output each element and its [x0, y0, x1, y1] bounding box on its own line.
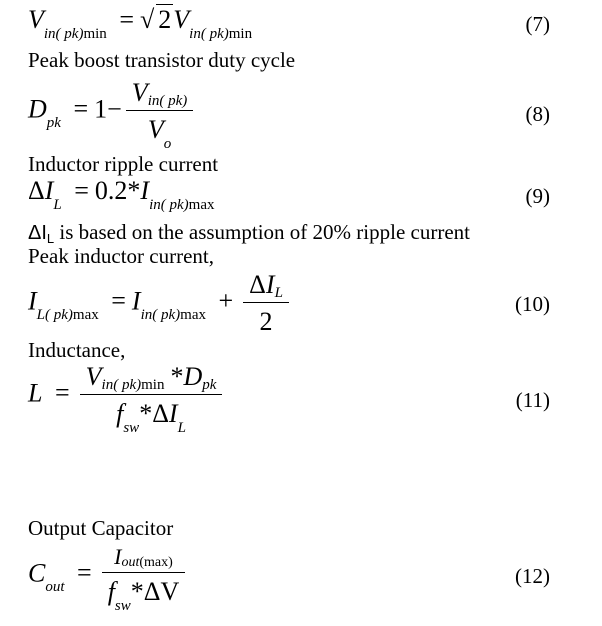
eq11-num-star: * — [170, 362, 184, 391]
eq12-equals: = — [77, 558, 92, 588]
eq8-den-sub: o — [163, 136, 172, 152]
eq7-number: (7) — [525, 12, 550, 36]
eq8-num-sub: in( pk) — [147, 93, 188, 109]
eq7-rhs-var: V — [173, 5, 190, 34]
eq12-num-sub: out — [121, 555, 140, 570]
delta-note-sub: L — [46, 231, 55, 246]
eq10-frac-sub: L — [274, 285, 283, 301]
eq8-equals: = — [73, 94, 89, 124]
text-peak-inductor: Peak inductor current, — [28, 244, 215, 268]
eq12-lhs-sub: out — [45, 579, 65, 596]
eq9-delta: Δ — [28, 176, 45, 205]
eq11-number: (11) — [515, 388, 550, 412]
eq11-num-sub: in( pk) — [101, 377, 142, 393]
text-peak-boost: Peak boost transistor duty cycle — [28, 48, 296, 72]
eq12-lhs-var: C — [28, 558, 46, 588]
eq7-rhs-sub-tail: min — [228, 26, 253, 42]
eq10-fraction — [243, 270, 289, 337]
eq8-minus: − — [107, 94, 122, 124]
equation-9 — [28, 176, 215, 213]
eq11-den-star: * — [139, 399, 153, 428]
eq10-rhs-sub-tail: max — [180, 307, 206, 324]
equation-10 — [28, 270, 293, 337]
eq10-lhs-var: I — [28, 286, 37, 316]
eq10-lhs-sub-tail: max — [72, 307, 99, 324]
eq12-den-sub: sw — [114, 598, 131, 614]
eq8-lhs-sub: pk — [46, 115, 61, 132]
eq12-num-var: I — [114, 544, 122, 569]
eq9-coef: 0.2 — [94, 176, 128, 205]
eq8-lhs-var: D — [28, 94, 47, 124]
eq11-lhs-var: L — [28, 378, 43, 408]
eq9-rhs-sub: in( pk) — [149, 197, 189, 213]
eq8-den-var: V — [147, 115, 164, 144]
eq10-rhs-var: I — [131, 286, 141, 316]
eq10-rhs-sub: in( pk) — [140, 307, 181, 324]
eq9-star: * — [127, 176, 141, 205]
eq7-lhs-sub: in( pk) — [43, 26, 84, 42]
eq9-rhs-var: I — [140, 176, 150, 205]
eq9-lhs-var: I — [44, 176, 54, 205]
eq7-rhs-sub: in( pk) — [189, 26, 229, 42]
eq8-number: (8) — [525, 102, 550, 126]
eq11-den-delta: Δ — [152, 399, 169, 428]
text-inductance: Inductance, — [28, 338, 126, 362]
eq7-lhs-var: V — [28, 5, 44, 34]
delta-note-prefix: ΔI — [28, 222, 47, 244]
eq12-fraction — [102, 544, 186, 614]
eq10-frac-den: 2 — [259, 307, 273, 336]
eq7-lhs-sub-tail: min — [83, 26, 107, 42]
equation-11 — [28, 362, 226, 436]
eq12-number: (12) — [515, 564, 550, 588]
equation-7 — [28, 4, 253, 42]
eq11-num-var2: D — [183, 362, 203, 391]
eq10-lhs-sub: L( pk) — [36, 307, 73, 324]
eq7-equals: = — [119, 5, 134, 34]
eq10-number: (10) — [515, 292, 550, 316]
delta-note-rest: is based on the assumption of 20% ripple current — [54, 220, 470, 244]
eq11-fraction — [80, 362, 223, 436]
eq12-den-delta: Δ — [143, 577, 161, 606]
eq11-den-sub2: L — [177, 420, 186, 436]
eq8-num-var: V — [131, 78, 148, 107]
eq8-fraction — [126, 78, 193, 152]
text-delta-note — [28, 220, 470, 245]
eq11-num-sub2: pk — [202, 377, 217, 393]
eq11-num-sub-tail: min — [141, 377, 165, 393]
text-inductor-ripple: Inductor ripple current — [28, 152, 219, 176]
eq11-num-var: V — [85, 362, 102, 391]
eq7-sqrt-arg: 2 — [158, 5, 172, 34]
eq11-den-sub: sw — [123, 420, 140, 436]
eq12-num-sub-tail: (max) — [139, 555, 173, 570]
eq10-plus: + — [218, 286, 234, 316]
eq12-den-var2: V — [160, 577, 180, 606]
equation-8 — [28, 78, 197, 152]
eq9-rhs-sub-tail: max — [188, 197, 215, 213]
eq9-lhs-sub: L — [53, 197, 62, 213]
eq11-equals: = — [54, 378, 70, 408]
eq8-one: 1 — [94, 94, 108, 124]
eq7-sqrt-symbol: √ — [139, 5, 155, 34]
eq11-den-var2: I — [168, 399, 178, 428]
text-output-cap: Output Capacitor — [28, 516, 174, 540]
eq12-den-var: f — [107, 577, 115, 606]
eq11-den-var: f — [116, 399, 124, 428]
eq10-frac-delta: Δ — [249, 270, 266, 299]
eq12-den-star: * — [130, 577, 144, 606]
eq9-equals: = — [74, 176, 89, 205]
eq10-equals: = — [111, 286, 126, 316]
equation-12 — [28, 544, 189, 614]
eq9-number: (9) — [525, 184, 550, 208]
eq10-frac-var: I — [265, 270, 275, 299]
